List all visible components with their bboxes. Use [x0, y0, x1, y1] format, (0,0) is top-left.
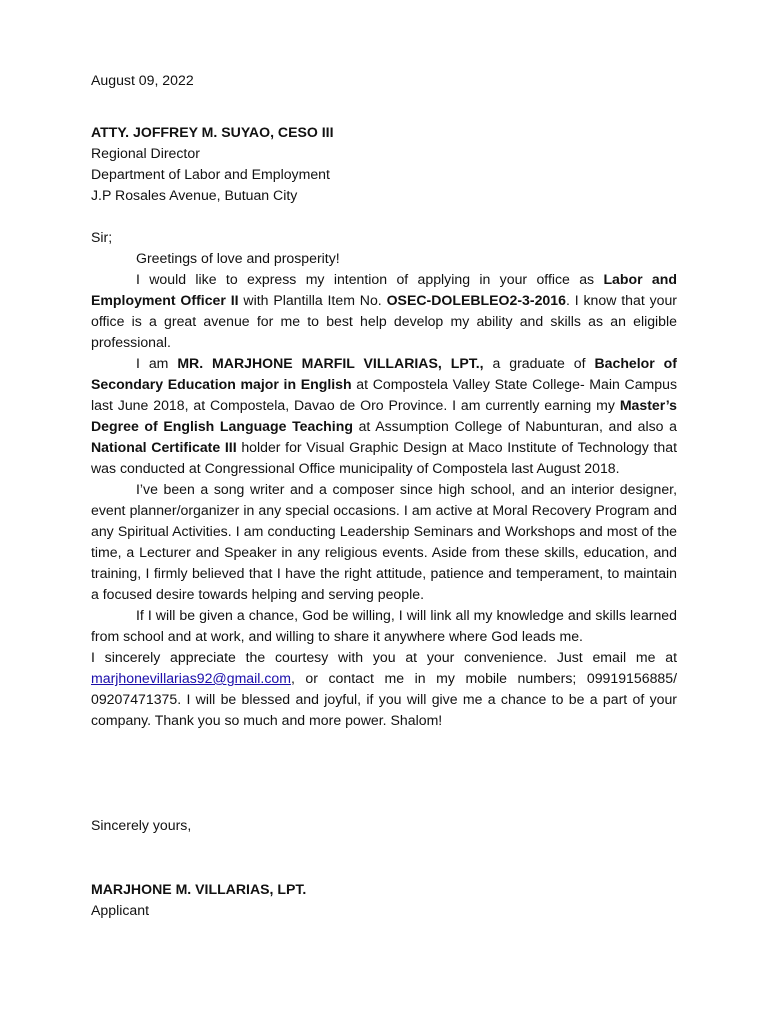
- salutation: Sir;: [91, 229, 113, 245]
- paragraph-intent: I would like to express my intention of applying in your office as Labor and Employment Officer II with Plantilla Item No. OSEC-DOLEBLEO2-3-2016. I know that your office is a great avenue for me to best help develop my ability and skills as an eligible professional.: [91, 271, 678, 350]
- recipient-title: Regional Director: [91, 145, 200, 161]
- email-link[interactable]: marjhonevillarias92@gmail.com: [91, 670, 291, 686]
- paragraph-contact: I sincerely appreciate the courtesy with you at your convenience. Just email me at marjhonevillarias92@gmail.com, or contact me in my mobile numbers; 09919156885/ 09207471375. I will be blessed and joyful, if you will give me a chance to be a part of your company. Thank you so much and more power. Shalom!: [91, 649, 677, 728]
- recipient-department: Department of Labor and Employment: [91, 166, 330, 182]
- greeting: Greetings of love and prosperity!: [136, 250, 340, 266]
- recipient-name: ATTY. JOFFREY M. SUYAO, CESO III: [91, 124, 334, 140]
- recipient-address: J.P Rosales Avenue, Butuan City: [91, 187, 298, 203]
- paragraph-skills: I’ve been a song writer and a composer since high school, and an interior designer, event planner/organizer in any special occasions. I am active at Moral Recovery Program and any Spiritual Activities. I am conducting Leadership Seminars and Workshops and most of the time, a Lecturer and Speaker in any religious events. Aside from these skills, education, and training, I firmly believed that I have the right attitude, patience and temperament, to maintain a focused desire towards helping and serving people.: [91, 481, 677, 602]
- letter-date: August 09, 2022: [91, 72, 194, 88]
- recipient-block: [91, 122, 677, 206]
- letter-body: [91, 248, 677, 731]
- paragraph-commitment: If I will be given a chance, God be willing, I will link all my knowledge and skills learned from school and at work, and willing to share it anywhere where God leads me.: [91, 607, 677, 644]
- signature-name: MARJHONE M. VILLARIAS, LPT.: [91, 881, 307, 897]
- paragraph-background: I am MR. MARJHONE MARFIL VILLARIAS, LPT., a graduate of Bachelor of Secondary Education major in English at Compostela Valley State College- Main Campus last June 2018, at Compostela, Davao de Oro Province. I am currently earning my Master’s Degree of English Language Teaching at Assumption College of Nabunturan, and also a National Certificate III holder for Visual Graphic Design at Maco Institute of Technology that was conducted at Congressional Office municipality of Compostela last August 2018.: [91, 355, 678, 476]
- signature-role: Applicant: [91, 902, 149, 918]
- signature-block: [91, 879, 677, 921]
- closing: Sincerely yours,: [91, 817, 192, 833]
